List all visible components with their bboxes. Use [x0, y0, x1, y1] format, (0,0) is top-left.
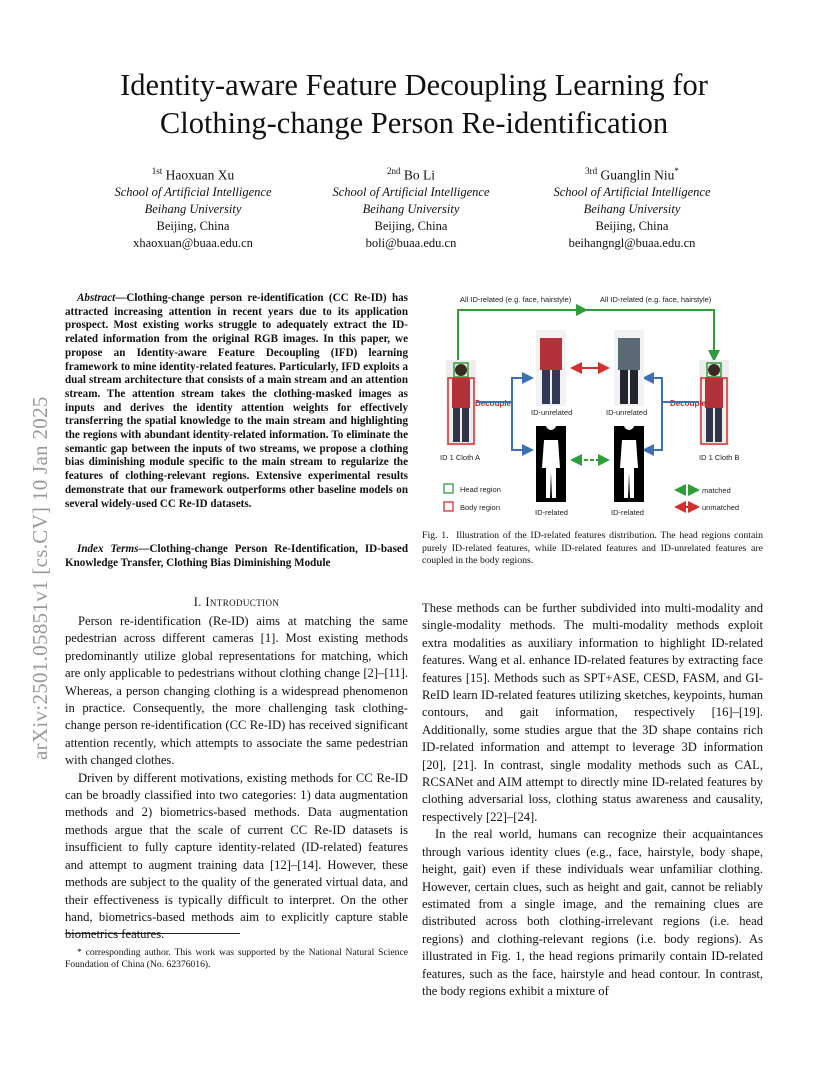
cloth-b-label: ID 1 Cloth B — [699, 453, 740, 462]
paragraph: In the real world, humans can recognize their acquaintances through various identity clues (e.g., face, hairstyle, body shape, height, gait) even if these individuals wear unfamiliar clothing. However, certain clues, such as height and gait, cannot be reliably estimated from a single image, and the remaining clues are distributed across both clothing-irrelevant regions (i.e. head regions) and clothing-relevant regions (i.e. body regions). As illustrated in Fig. 1, the head regions primarily contain ID-related features, such as the face, hairstyle and head contour. In contrast, the body regions exhibit a mixture of — [422, 827, 763, 998]
arxiv-stamp — [8, 290, 52, 760]
author-name: Guanglin Niu — [600, 167, 675, 183]
top-label-left: All ID-related (e.g. face, hairstyle) — [460, 295, 572, 304]
section-numeral: I. — [193, 595, 202, 609]
index-terms-text: —Clothing-change Person Re-Identification, ID-based Knowledge Transfer, Clothing Bias Diminishing Module — [65, 543, 408, 569]
id-related-label-right: ID-related — [611, 508, 644, 517]
author-location: Beijing, China — [595, 218, 669, 233]
author-affiliation: School of Artificial Intelligence — [553, 184, 711, 199]
legend-matched-label: matched — [702, 486, 731, 495]
figure-1 — [436, 290, 751, 520]
author-location: Beijing, China — [156, 218, 230, 233]
paragraph: These methods can be further subdivided into multi-modality and single-modality methods. The multi-modality methods exploit extra modalities as auxiliary information to highlight ID-related features. Wang et al. enhance ID-related features by extracting face features [15]. Methods such as SPT+ASE, CESD, FASM, and GI-ReID learn ID-related features utilizing sketches, keypoints, human contours, and gait information, respectively [16]–[19]. Additionally, some studies argue that the 3D shape contains rich ID-related information and attempt to leverage 3D information [20], [21]. In contrast, single modality methods such as CAL, RCSANet and AIM attempt to directly mine ID-related features by clothing adversarial loss, clothing status awareness and causality, respectively [22]–[24]. — [422, 601, 763, 824]
author-name: Haoxuan Xu — [165, 167, 235, 183]
author-ordinal: 1st — [151, 166, 163, 176]
body-region-legend-swatch — [444, 502, 453, 511]
silhouette-image-left — [536, 420, 566, 502]
paper-title: Identity-aware Feature Decoupling Learning for Clothing-change Person Re-identification — [120, 68, 708, 140]
head-region-legend-swatch — [444, 484, 453, 493]
legend-head-label: Head region — [460, 485, 501, 494]
author-affiliation: School of Artificial Intelligence — [332, 184, 490, 199]
paragraph: Driven by different motivations, existing methods for CC Re-ID can be broadly classified into two categories: 1) data augmentation methods and 2) biometrics-based methods. Data augmentation methods argue that the scale of current CC Re-ID datasets is insufficient to fully capture identity-related (ID-related) features and attempt to augment training data [12]–[14]. However, these methods are subject to the quality of the generated virtual data, and their effectiveness is typically difficult to interpret. On the other hand, biometrics-based methods aim to explicitly capture stable biometrics features. — [65, 770, 408, 942]
author-ordinal: 3rd — [585, 166, 598, 176]
silhouette-image-right — [614, 420, 644, 502]
arxiv-id: arXiv:2501.05851v1 [cs.CV] 10 Jan 2025 — [28, 396, 52, 760]
footnote: * corresponding author. This work was supported by the National Natural Science Foundation of China (No. 62376016). — [65, 947, 408, 971]
green-arrow — [586, 310, 714, 360]
author-university: Beihang University — [583, 201, 681, 216]
blue-arrow — [644, 402, 699, 450]
decouple-label-left: Decouple — [475, 399, 512, 408]
figure-caption-text: Illustration of the ID-related features distribution. The head regions contain purely ID-related features, while ID-related features and ID-unrelated features are coupled in the body regions. — [422, 530, 763, 566]
abstract-text: —Clothing-change person re-identification (CC Re-ID) has attracted increasing attention in recent years due to its application prospect. Most existing works struggle to adequately extract the ID-related information from the original RGB images. In this paper, we propose an Identity-aware Feature Decoupling (IFD) learning framework to mine identity-related features. Particularly, IFD exploits a dual stream architecture that consists of a main stream and an attention stream. The attention stream takes the clothing-masked images as inputs and derives the identity attention weights for effectively transferring the spatial knowledge to the main stream and highlighting the regions with abundant identity-related information. To eliminate the semantic gap between the inputs of two streams, we propose a clothing bias diminishing module specific to the main stream to regularize the features of clothing-relevant regions. Extensive experimental results demonstrate that our framework outperforms other baseline models on several widely-used CC Re-ID datasets. — [65, 292, 408, 510]
author-email[interactable]: beihangngl@buaa.edu.cn — [568, 235, 696, 250]
author-university: Beihang University — [362, 201, 460, 216]
abstract — [65, 292, 408, 511]
intro-left-column — [65, 613, 408, 944]
legend-body-label: Body region — [460, 503, 501, 512]
id-unrelated-label-right: ID-unrelated — [606, 408, 648, 417]
author-name: Bo Li — [403, 167, 435, 183]
decouple-label-right: Decouple — [670, 399, 707, 408]
author-location: Beijing, China — [374, 218, 448, 233]
author-university: Beihang University — [144, 201, 242, 216]
top-label-right: All ID-related (e.g. face, hairstyle) — [600, 295, 712, 304]
blue-arrow — [476, 402, 532, 450]
intro-right-column — [422, 600, 763, 1000]
author-block-2 — [301, 163, 521, 252]
legend-unmatched-label: unmatched — [702, 503, 740, 512]
author-block-3 — [522, 163, 742, 252]
id-unrelated-label-left: ID-unrelated — [531, 408, 573, 417]
author-email[interactable]: boli@buaa.edu.cn — [365, 235, 457, 250]
index-terms — [65, 543, 408, 570]
figure-caption — [422, 530, 763, 568]
section-heading — [65, 595, 408, 610]
figure-caption-label: Fig. 1. — [422, 530, 449, 541]
green-arrow — [458, 310, 586, 360]
id-related-label-left: ID-related — [535, 508, 568, 517]
author-ordinal: 2nd — [386, 166, 401, 176]
figure-1-diagram — [436, 290, 751, 520]
body-region-image-right — [614, 330, 644, 406]
cloth-a-label: ID 1 Cloth A — [440, 453, 481, 462]
section-title: Introduction — [205, 595, 280, 609]
footnote-rule — [65, 933, 240, 934]
paragraph: Person re-identification (Re-ID) aims at matching the same pedestrian across different cameras [1]. Most existing methods predominantly utilize global representations for matching, which are only applicable to pedestrians without clothing change [2]–[11]. Whereas, a person changing clothing is a widespread phenomenon in practice. Consequently, the more challenging task clothing-change person re-identification (CC Re-ID) has received significant attention recently, which attempts to associate the same pedestrian with changed clothes. — [65, 614, 408, 768]
person-a-image — [446, 360, 476, 446]
author-block-1 — [83, 163, 303, 252]
author-affiliation: School of Artificial Intelligence — [114, 184, 272, 199]
abstract-lead: Abstract — [77, 292, 116, 304]
author-email[interactable]: xhaoxuan@buaa.edu.cn — [133, 235, 253, 250]
index-terms-lead: Index Terms — [77, 543, 139, 555]
corresponding-mark: * — [674, 166, 679, 176]
body-region-image-left — [536, 330, 566, 406]
